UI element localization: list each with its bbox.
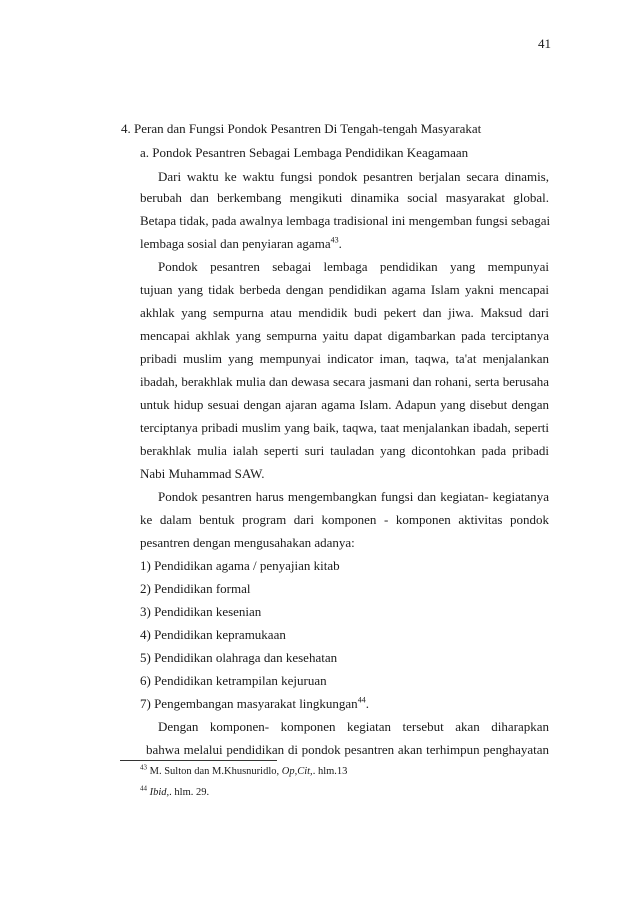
footnote-ref: 43 [330,235,339,245]
footnote-text: . hlm.13 [312,766,348,777]
paragraph-line: akhlak yang sempurna atau mendidik budi pekert dan jiwa. Maksud dari [140,305,549,320]
footnote-text: M. Sulton dan M.Khusnuridlo, [149,766,282,777]
list-item-text: 7) Pengembangan masyarakat lingkungan [140,696,358,711]
paragraph-line: Pondok pesantren harus mengembangkan fungsi dan kegiatan- kegiatanya [158,489,549,504]
paragraph-line [140,236,549,252]
footnote [140,763,348,777]
list-item-text: . [365,696,369,711]
footnote [140,784,210,798]
section-heading: 4. Peran dan Fungsi Pondok Pesantren Di Tengah-tengah Masyarakat [121,121,482,136]
list-item: 5) Pendidikan olahraga dan kesehatan [140,650,338,665]
list-item: 3) Pendidikan kesenian [140,604,262,619]
paragraph-line: pesantren dengan mengusahakan adanya: [140,535,355,550]
paragraph-line: bahwa melalui pendidikan di pondok pesantren akan terhimpun penghayatan [146,742,549,757]
paragraph-line: ibadah, berakhlak mulia dan dewasa secara jasmani dan rohani, serta berusaha [140,374,549,389]
footnote-text: . hlm. 29. [169,787,210,798]
footnote-rule [120,760,277,761]
paragraph-line: untuk hidup sesuai dengan ajaran agama Islam. Adapun yang disebut dengan [140,397,549,412]
paragraph-line: pribadi muslim yang mempunyai indicator iman, taqwa, ta'at menjalankan [140,351,549,366]
paragraph-line: mencapai akhlak yang sempurna yaitu dapat digambarkan pada terciptanya [140,328,549,343]
list-item: 1) Pendidikan agama / penyajian kitab [140,558,340,573]
paragraph-line: ke dalam bentuk program dari komponen - komponen aktivitas pondok [140,512,549,527]
paragraph-line: berubah dan berkembang mengikuti dinamika social masyarakat global. [140,190,549,205]
paragraph-line: Betapa tidak, pada awalnya lembaga tradisional ini mengemban fungsi sebagai [140,213,551,228]
footnote-number: 43 [140,763,147,772]
paragraph-line: berakhlak mulia ialah seperti suri tauladan yang dicontohkan pada pribadi [140,443,549,458]
list-item: 6) Pendidikan ketrampilan kejuruan [140,673,327,688]
footnote-ref: 44 [357,695,366,705]
footnote-italic: Op,Cit, [281,766,313,777]
paragraph-text: . [338,236,342,251]
footnote-italic: Ibid, [149,787,170,798]
paragraph-line: Dari waktu ke waktu fungsi pondok pesantren berjalan secara dinamis, [158,169,549,184]
list-item [140,696,549,712]
footnote-number: 44 [140,784,147,793]
paragraph-text: lembaga sosial dan penyiaran agama [140,236,331,251]
list-item: 2) Pendidikan formal [140,581,251,596]
paragraph-line: Nabi Muhammad SAW. [140,466,265,481]
sub-heading: a. Pondok Pesantren Sebagai Lembaga Pendidikan Keagamaan [140,145,469,160]
page-number: 41 [538,36,551,51]
paragraph-line: Pondok pesantren sebagai lembaga pendidikan yang mempunyai [158,259,549,274]
paragraph-line: Dengan komponen- komponen kegiatan tersebut akan diharapkan [158,719,549,734]
paragraph-line: terciptanya pribadi muslim yang baik, taqwa, taat menjalankan ibadah, seperti [140,420,549,435]
list-item: 4) Pendidikan kepramukaan [140,627,286,642]
paragraph-line: tujuan yang tidak berbeda dengan pendidikan agama Islam yakni mencapai [140,282,549,297]
